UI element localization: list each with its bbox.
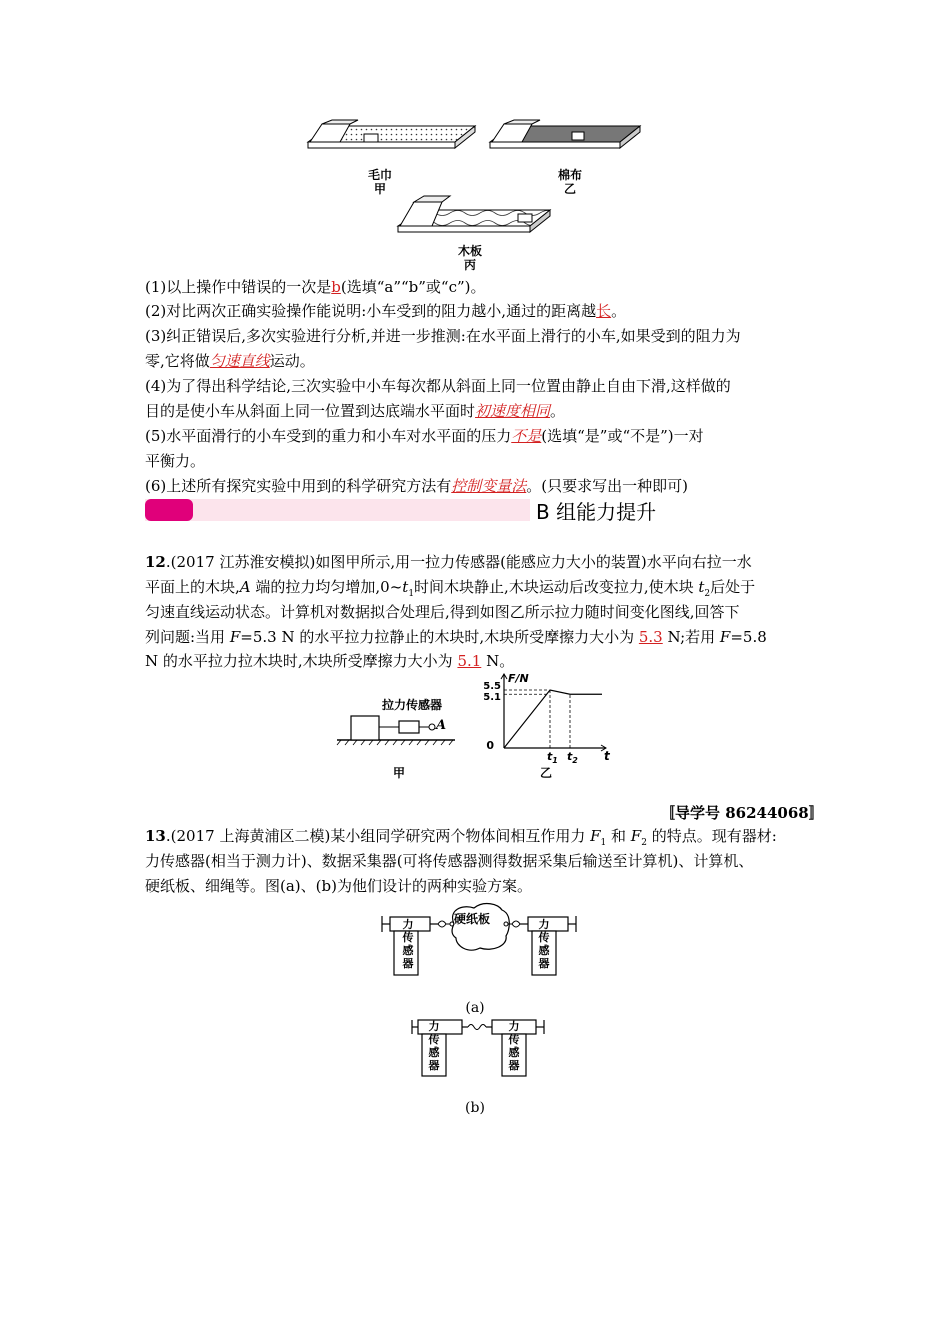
wood-block bbox=[351, 716, 379, 740]
answer-1: b bbox=[331, 278, 341, 296]
answer-2: 长 bbox=[596, 302, 612, 320]
q11-part1: (1)以上操作中错误的一次是b(选填“a”“b”或“c”)。 bbox=[145, 278, 486, 296]
answer-4: 初速度相同 bbox=[475, 402, 551, 420]
q11-part5b: 平衡力。 bbox=[145, 452, 206, 470]
caption-a: (a) bbox=[465, 1000, 485, 1016]
cardboard-label: 硬纸板 bbox=[454, 912, 491, 926]
ramp-cotton bbox=[490, 120, 640, 148]
q11-part3b: 零,它将做匀速直线运动。 bbox=[145, 352, 315, 370]
ramp-towel bbox=[308, 120, 475, 148]
q11-part4b: 目的是使小车从斜面上同一位置到达底端水平面时初速度相同。 bbox=[145, 402, 566, 420]
origin-label: 0 bbox=[486, 739, 494, 752]
q11-part5a: (5)水平面滑行的小车受到的重力和小车对水平面的压力不是(选填“是”或“不是”)一对 bbox=[145, 427, 704, 445]
answer-5: 不是 bbox=[511, 427, 542, 445]
sensor-b-left-label: 力 传 感 器 bbox=[428, 1020, 440, 1072]
q12-line2: 平面上的木块,A 端的拉力均匀增加$,0\sim t_1$时间木块静止,木块运动后改变拉力,使木块 $t_2$后处于 bbox=[145, 578, 756, 599]
ramp-wood bbox=[398, 196, 550, 232]
q11-part3a: (3)纠正错误后,多次实验进行分析,并进一步推测:在水平面上滑行的小车,如果受到的阻力为 bbox=[145, 327, 741, 345]
sensor-b-right-label: 力 传 感 器 bbox=[508, 1020, 520, 1072]
section-band bbox=[145, 499, 530, 521]
q12-line5: N 的水平拉力拉木块时,木块所受摩擦力大小为 5.1 N。 bbox=[145, 652, 515, 670]
caption-cotton: 棉布 乙 bbox=[557, 168, 582, 196]
force-time-chart bbox=[470, 668, 620, 768]
force-series-line bbox=[504, 690, 602, 748]
q11-part6: (6)上述所有探究实验中用到的科学研究方法有控制变量法。(只要求写出一种即可) bbox=[145, 477, 688, 495]
y-tick-label: 5.1 bbox=[483, 692, 501, 704]
sensor-a-right-label: 力 传 感 器 bbox=[538, 918, 550, 970]
q11-part4a: (4)为了得出科学结论,三次实验中小车每次都从斜面上同一位置由静止自由下滑,这样做的 bbox=[145, 377, 731, 395]
x-axis-label: t bbox=[604, 749, 610, 763]
caption-wood: 木板 丙 bbox=[457, 244, 482, 272]
guide-number: 〚导学号 86244068〛 bbox=[660, 804, 824, 822]
section-title: B 组能力提升 bbox=[536, 500, 657, 524]
y-tick-label: 5.5 bbox=[483, 681, 501, 692]
sensor-label: 拉力传感器 bbox=[382, 698, 443, 712]
pull-sensor bbox=[399, 721, 419, 733]
caption-yi: 乙 bbox=[539, 766, 552, 780]
x-tick-label: $t_1$ bbox=[547, 750, 558, 765]
x-tick-label: $t_2$ bbox=[567, 750, 578, 765]
q12-line4: 列问题:当用 F=5.3 N 的水平拉力拉静止的木块时,木块所受摩擦力大小为 5.3 N;若用 F=5.8 bbox=[145, 628, 767, 646]
q12-number: 12 bbox=[145, 553, 166, 571]
answer-3: 匀速直线 bbox=[209, 352, 270, 370]
q13-line2: 力传感器(相当于测力计)、数据采集器(可将传感器测得数据采集后输送至计算机)、计算机、 bbox=[145, 852, 754, 870]
q12-line3: 匀速直线运动状态。计算机对数据拟合处理后,得到如图乙所示拉力随时间变化图线,回答下 bbox=[145, 603, 740, 621]
y-axis-label: F/N bbox=[508, 672, 529, 685]
q13-line1: 13.(2017 上海黄浦区二模)某小组同学研究两个物体间相互作用力 $F_1$ 和 $F_2$ 的特点。现有器材: bbox=[145, 827, 777, 848]
q12-line1: 12.(2017 江苏淮安模拟)如图甲所示,用一拉力传感器(能感应力大小的装置)水平向右拉一水 bbox=[145, 553, 752, 571]
q13-line3: 硬纸板、细绳等。图(a)、(b)为他们设计的两种实验方案。 bbox=[145, 877, 532, 895]
caption-b: (b) bbox=[465, 1100, 485, 1116]
q13-number: 13 bbox=[145, 827, 166, 845]
answer-6: 控制变量法 bbox=[451, 477, 527, 495]
answer-12a: 5.3 bbox=[638, 628, 663, 646]
caption-towel: 毛巾 甲 bbox=[367, 168, 392, 196]
answer-12b: 5.1 bbox=[457, 652, 482, 670]
point-a-label: A bbox=[436, 718, 447, 733]
caption-jia: 甲 bbox=[392, 766, 405, 780]
section-accent bbox=[145, 499, 193, 521]
sensor-a-left-label: 力 传 感 器 bbox=[402, 918, 414, 970]
q11-part2: (2)对比两次正确实验操作能说明:小车受到的阻力越小,通过的距离越长。 bbox=[145, 302, 627, 320]
